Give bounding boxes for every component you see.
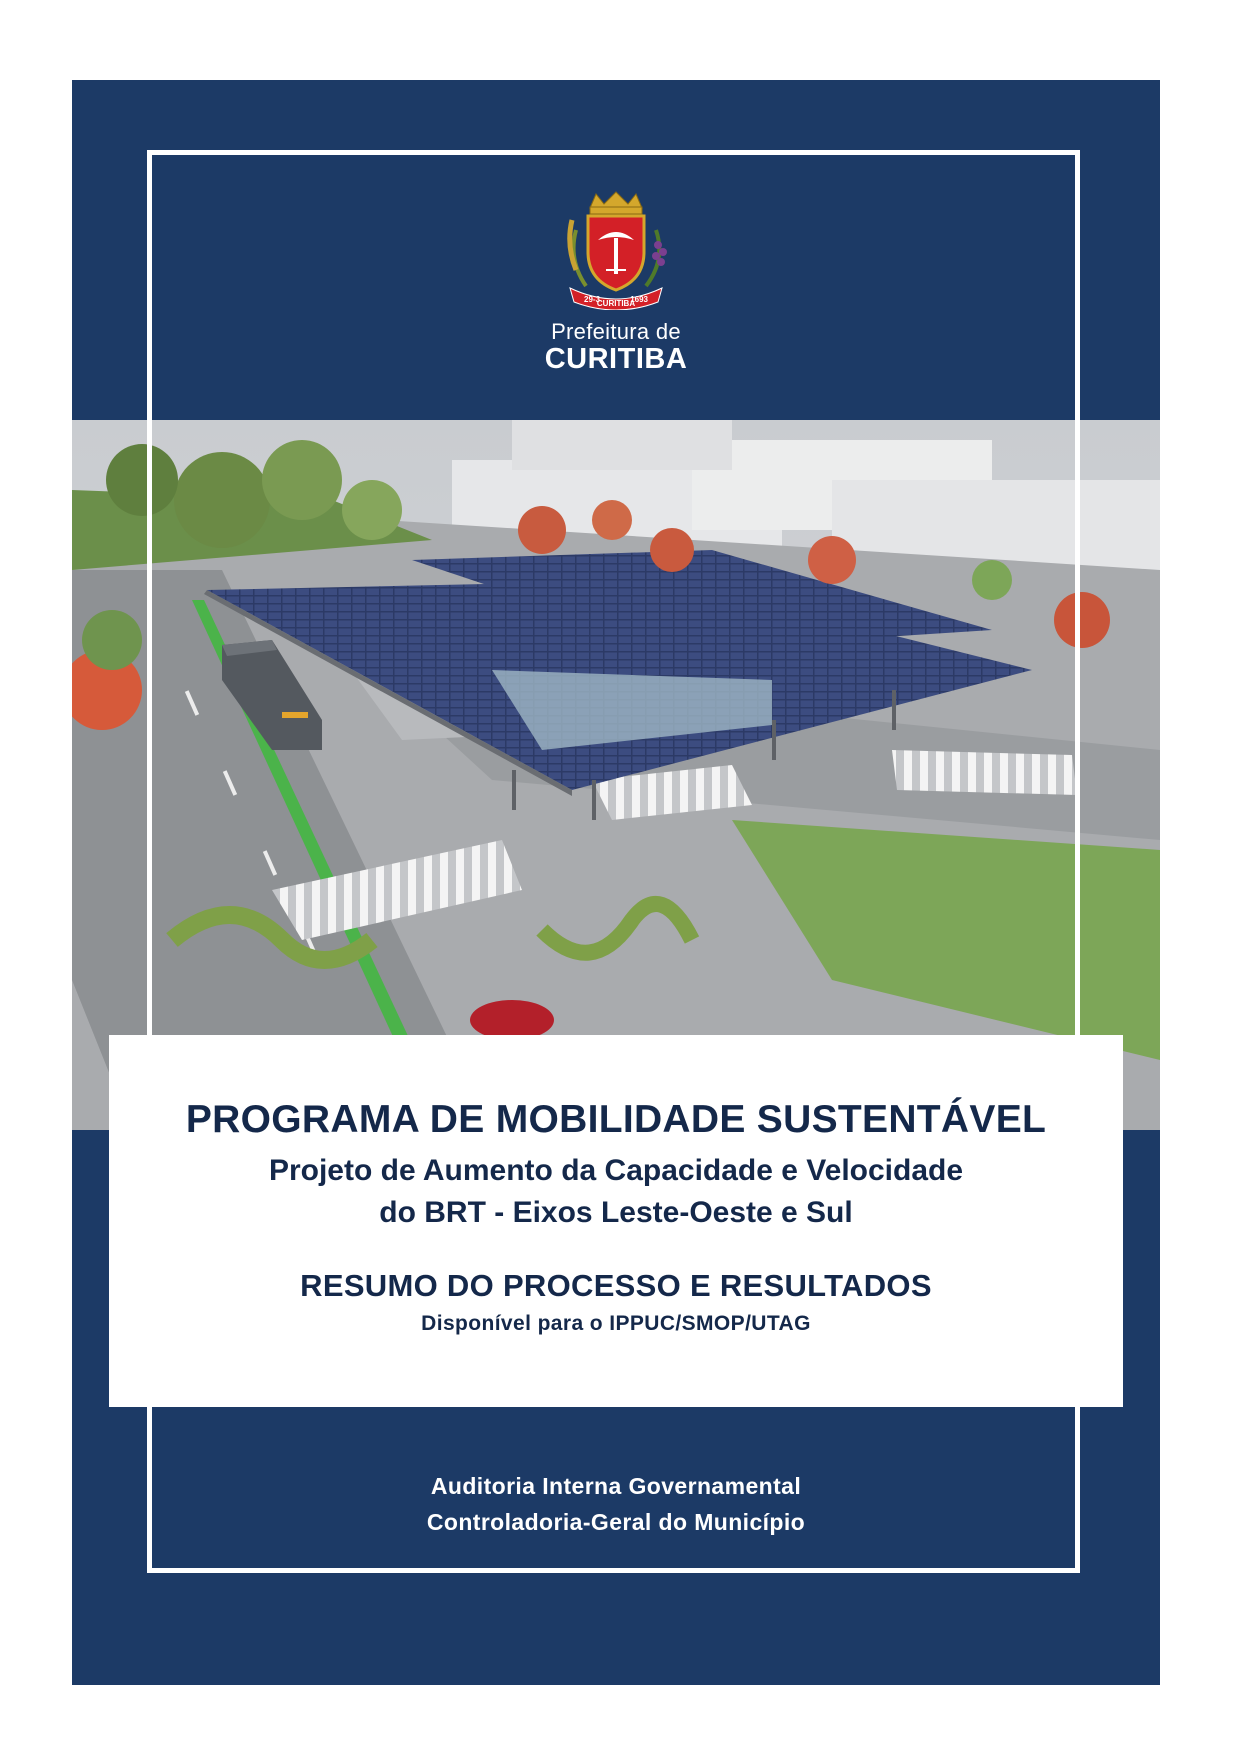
- program-title: PROGRAMA DE MOBILIDADE SUSTENTÁVEL: [185, 1098, 1047, 1141]
- project-title-line2: do BRT - Eixos Leste-Oeste e Sul: [379, 1196, 853, 1229]
- logo-city-name: CURITIBA: [544, 343, 688, 375]
- availability-note: Disponível para o IPPUC/SMOP/UTAG: [421, 1312, 811, 1335]
- crest-banner: CURITIBA: [596, 299, 636, 308]
- crest-date-left: 29-3: [584, 295, 601, 304]
- footer-line1: Auditoria Interna Governamental: [430, 1473, 802, 1499]
- logo-prefeitura: Prefeitura de: [551, 319, 681, 344]
- cover-page: [72, 80, 1160, 1685]
- footer-authors: [72, 1468, 1160, 1540]
- project-title-line1: Projeto de Aumento da Capacidade e Velocidade: [268, 1154, 964, 1187]
- title-box: [109, 1035, 1123, 1407]
- crest-date-right: 1693: [630, 295, 648, 304]
- coat-of-arms-icon: [546, 190, 686, 310]
- summary-title: RESUMO DO PROCESSO E RESULTADOS: [300, 1268, 932, 1303]
- city-logo: [72, 190, 1160, 376]
- footer-line2: Controladoria-Geral do Município: [426, 1509, 806, 1535]
- brt-station-render-image: [72, 420, 1160, 1130]
